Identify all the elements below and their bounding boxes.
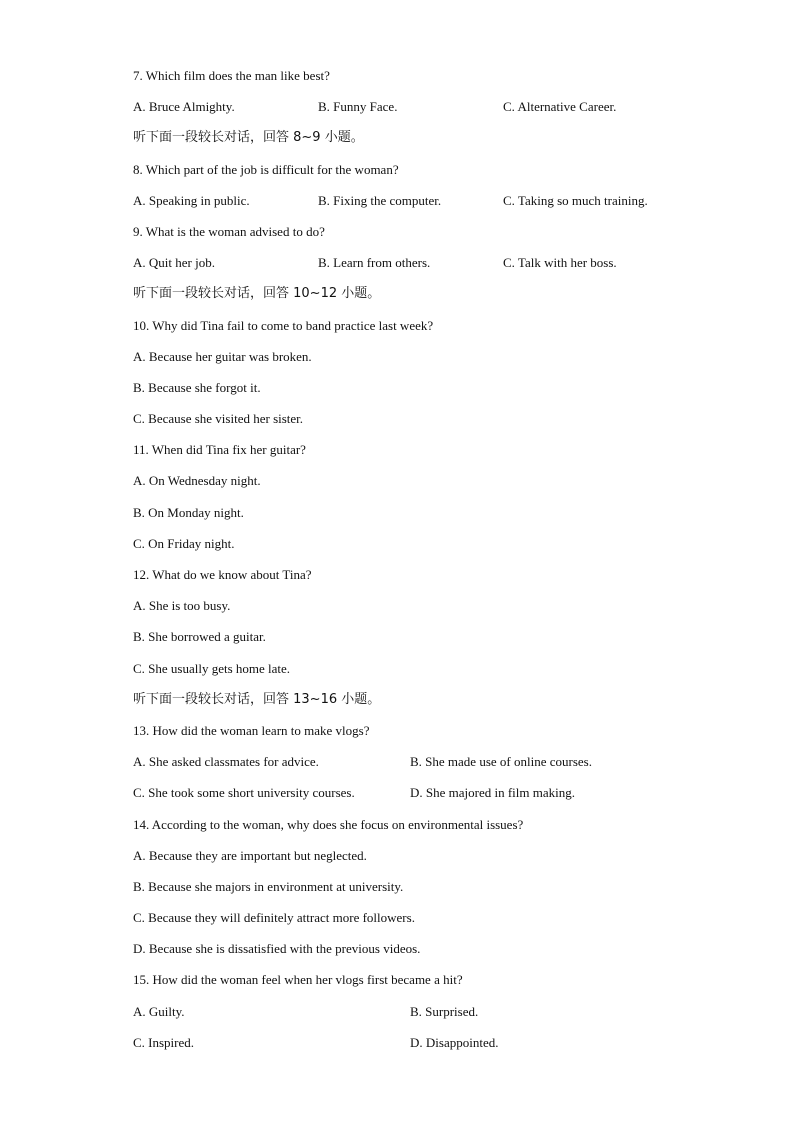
question-13-stem: 13. How did the woman learn to make vlogs? <box>133 722 370 738</box>
question-9-option-a: A. Quit her job. <box>133 255 215 271</box>
question-11-option-a: A. On Wednesday night. <box>133 473 261 489</box>
question-8-stem: 8. Which part of the job is difficult for the woman? <box>133 161 399 177</box>
question-11-option-b: B. On Monday night. <box>133 504 244 520</box>
section-heading-10-12: 听下面一段较长对话，回答 10~12 小题。 <box>133 286 381 302</box>
exam-page <box>133 64 693 1062</box>
question-9-stem: 9. What is the woman advised to do? <box>133 223 325 239</box>
question-9-options <box>133 251 693 282</box>
question-14-option-a: A. Because they are important but neglected. <box>133 847 367 863</box>
question-15-options-cd <box>133 1031 693 1062</box>
question-8-options <box>133 189 693 220</box>
question-15-options-ab <box>133 1000 693 1031</box>
question-7-stem: 7. Which film does the man like best? <box>133 68 330 83</box>
question-10-stem: 10. Why did Tina fail to come to band practice last week? <box>133 317 434 333</box>
question-13-options-cd <box>133 781 693 812</box>
question-7-option-c: C. Alternative Career. <box>503 99 617 115</box>
question-7-option-a: A. Bruce Almighty. <box>133 99 235 115</box>
question-15-option-b: B. Surprised. <box>410 1003 479 1019</box>
question-7-option-b: B. Funny Face. <box>318 99 398 115</box>
question-10-option-b: B. Because she forgot it. <box>133 379 261 395</box>
question-15-option-a: A. Guilty. <box>133 1003 185 1019</box>
question-9-option-b: B. Learn from others. <box>318 255 431 271</box>
question-9-option-c: C. Talk with her boss. <box>503 255 617 271</box>
section-heading-13-16: 听下面一段较长对话，回答 13~16 小题。 <box>133 691 381 707</box>
section-heading-8-9: 听下面一段较长对话，回答 8~9 小题。 <box>133 130 364 146</box>
question-8-option-c: C. Taking so much training. <box>503 192 648 208</box>
question-12-option-c: C. She usually gets home late. <box>133 660 291 676</box>
question-14-option-c: C. Because they will definitely attract more followers. <box>133 910 415 926</box>
question-13-option-b: B. She made use of online courses. <box>410 754 592 770</box>
question-14-option-b: B. Because she majors in environment at university. <box>133 878 404 894</box>
question-8-option-a: A. Speaking in public. <box>133 192 250 208</box>
question-8-option-b: B. Fixing the computer. <box>318 192 442 208</box>
question-14-stem: 14. According to the woman, why does she focus on environmental issues? <box>133 816 524 832</box>
question-11-stem: 11. When did Tina fix her guitar? <box>133 442 306 458</box>
question-15-option-c: C. Inspired. <box>133 1034 195 1050</box>
question-13-option-d: D. She majored in film making. <box>410 785 576 801</box>
question-12-stem: 12. What do we know about Tina? <box>133 567 312 582</box>
question-13-options-ab <box>133 750 693 781</box>
question-14-option-d: D. Because she is dissatisfied with the previous videos. <box>133 941 421 957</box>
question-10-option-c: C. Because she visited her sister. <box>133 411 304 427</box>
question-15-stem: 15. How did the woman feel when her vlogs first became a hit? <box>133 972 463 988</box>
question-13-option-a: A. She asked classmates for advice. <box>133 754 319 770</box>
question-11-option-c: C. On Friday night. <box>133 535 235 551</box>
question-15-option-d: D. Disappointed. <box>410 1034 499 1050</box>
question-12-option-b: B. She borrowed a guitar. <box>133 629 266 645</box>
question-10-option-a: A. Because her guitar was broken. <box>133 348 312 364</box>
question-13-option-c: C. She took some short university courses. <box>133 785 355 801</box>
question-7-options <box>133 95 693 126</box>
question-12-option-a: A. She is too busy. <box>133 598 231 614</box>
